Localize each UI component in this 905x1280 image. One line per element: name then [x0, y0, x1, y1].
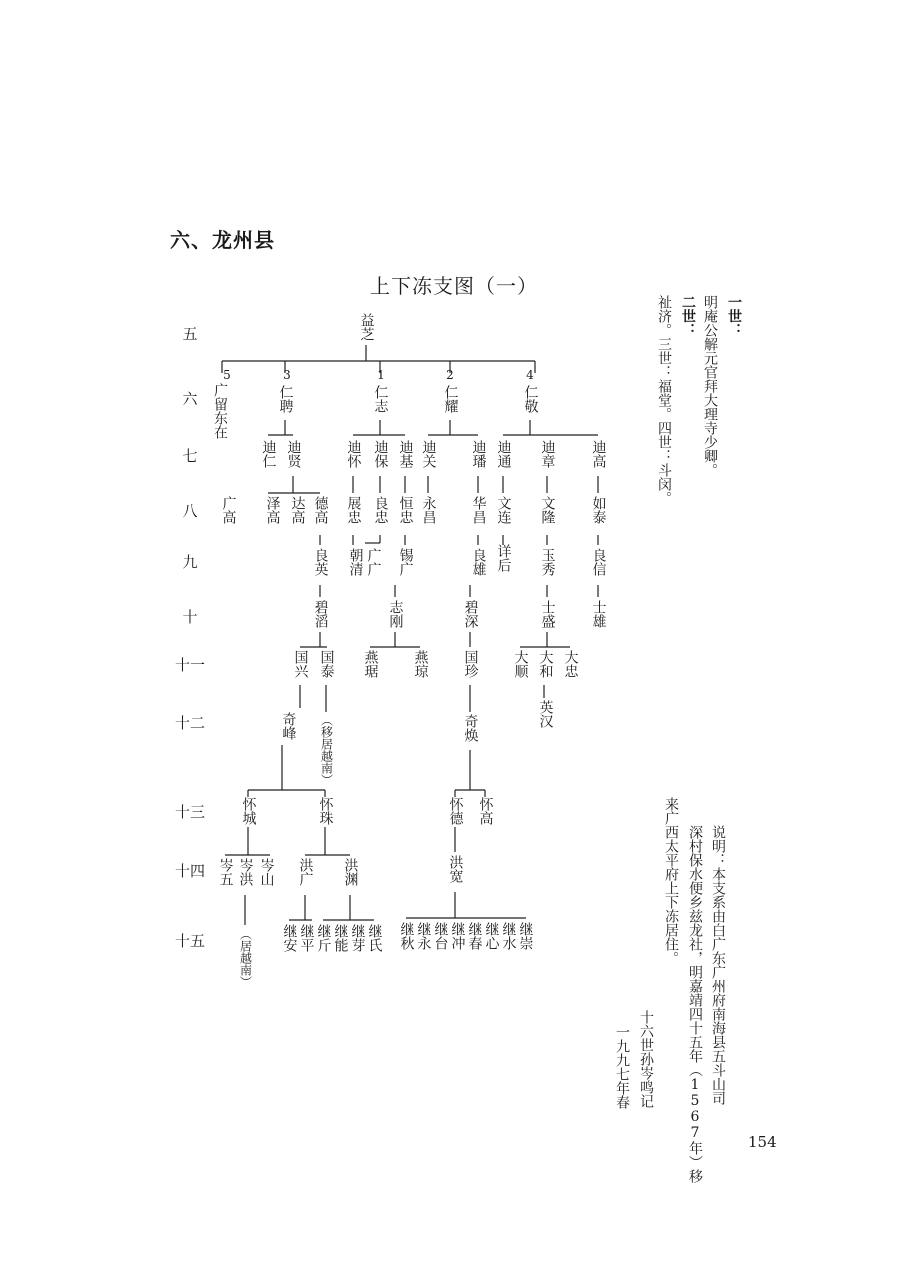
person-fifteenth: 继台 [432, 922, 449, 950]
person-eighth: 泽高 [264, 496, 281, 524]
person-eighth: 如泰 [590, 496, 607, 524]
person-fourteenth: 岑五 [217, 858, 234, 886]
person-twelfth: 奇峰 [280, 712, 297, 740]
person-eighth: 文连 [495, 496, 512, 524]
person-root: 益芝 [358, 313, 375, 341]
generation-label: 六 [182, 390, 198, 408]
person-eighth: 文隆 [539, 496, 556, 524]
generation-label: 五 [182, 325, 198, 343]
person-eleventh: 国兴 [292, 650, 309, 678]
migration-note: （居越南） [238, 928, 253, 988]
person-thirteenth: 怀珠 [317, 797, 334, 825]
person-tenth: 志刚 [387, 600, 404, 628]
explanation-signature: 十六世孙岑鸣记 [638, 1010, 654, 1108]
generation-label: 十 [182, 608, 198, 626]
person-eleventh: 国珍 [462, 650, 479, 678]
person-tenth: 碧滔 [312, 600, 329, 628]
explanation-line: 深村保水便乡兹龙社，明嘉靖四十五年（1567年）移 [687, 825, 703, 1183]
generation-label: 十四 [174, 862, 205, 880]
branch-number: 3 [283, 368, 291, 382]
branch-number: 2 [446, 368, 454, 382]
person-twelfth: 奇焕 [462, 714, 479, 742]
person-seventh: 迪关 [420, 440, 437, 468]
person-eighth: 永昌 [420, 496, 437, 524]
person-eighth: 良忠 [372, 496, 389, 524]
branch-number: 5 [223, 368, 231, 382]
explanation-line: 来广西太平府上下冻居住。 [663, 797, 679, 965]
person-fifteenth: 继心 [483, 922, 500, 950]
person-ninth: 朝清 [347, 548, 364, 576]
person-ninth: 锡广 [397, 548, 414, 576]
generation-label: 十五 [174, 932, 205, 950]
person-eighth: 华昌 [470, 496, 487, 524]
person-fifteenth: 继水 [500, 922, 517, 950]
person-ninth: 良英 [312, 548, 329, 576]
person-sixth: 仁耀 [442, 385, 459, 413]
note-first-gen-label: 一世： [726, 295, 742, 337]
person-eighth: 达高 [289, 496, 306, 524]
person-seventh: 迪仁 [260, 440, 277, 468]
person-ninth: 广广 [365, 548, 382, 576]
migration-note: （移居越南） [319, 714, 334, 786]
person-eleventh: 大和 [537, 650, 554, 678]
person-eleventh: 英汉 [537, 700, 554, 728]
person-seventh: 迪怀 [345, 440, 362, 468]
person-fourteenth: 洪广 [297, 858, 314, 886]
generation-label: 七 [182, 447, 198, 465]
person-sixth: 仁敬 [522, 385, 539, 413]
person-eleventh: 大顺 [512, 650, 529, 678]
generation-label: 八 [182, 502, 198, 520]
person-ninth: 玉秀 [539, 548, 556, 576]
explanation-line: 说明：本支系由白广东广州府南海县五斗山司 [710, 825, 726, 1105]
person-tenth: 碧深 [462, 600, 479, 628]
person-ninth: 详后 [495, 544, 512, 572]
person-thirteenth: 怀高 [477, 797, 494, 825]
person-fifteenth: 继冲 [449, 922, 466, 950]
note-generations-text: 祉济。三世：福堂。四世：斗闵。 [656, 295, 672, 505]
person-fifteenth: 继永 [415, 922, 432, 950]
person-eleventh: 燕琼 [412, 650, 429, 678]
person-sixth: 仁志 [372, 385, 389, 413]
person-eighth: 展忠 [345, 496, 362, 524]
person-seventh: 迪章 [539, 440, 556, 468]
person-fifteenth: 继安 [281, 924, 298, 952]
person-seventh: 迪通 [495, 440, 512, 468]
branch-number: 4 [526, 368, 534, 382]
explanation-date: 一九九七年春 [614, 1025, 630, 1109]
person-seventh: 迪璠 [470, 440, 487, 468]
person-fourteenth: 岑山 [258, 858, 275, 886]
person-eighth: 广高 [220, 496, 237, 524]
person-fourteenth: 洪渊 [342, 858, 359, 886]
generation-label: 九 [182, 553, 198, 571]
generation-label: 十一 [174, 656, 205, 674]
person-seventh: 迪高 [590, 440, 607, 468]
person-eleventh: 大忠 [562, 650, 579, 678]
person-fifteenth: 继平 [298, 924, 315, 952]
person-eighth: 恒忠 [397, 496, 414, 524]
person-seventh: 迪贤 [285, 440, 302, 468]
person-sixth: 仁聘 [277, 385, 294, 413]
person-fourteenth: 洪宽 [447, 855, 464, 883]
person-fifteenth: 继芽 [349, 924, 366, 952]
person-thirteenth: 怀城 [240, 797, 257, 825]
person-eleventh: 燕琚 [362, 650, 379, 678]
person-fifteenth: 继崇 [517, 922, 534, 950]
person-fifteenth: 继秋 [398, 922, 415, 950]
person-fifteenth: 继春 [466, 922, 483, 950]
person-seventh: 迪基 [397, 440, 414, 468]
person-fifteenth: 继能 [332, 924, 349, 952]
note-second-gen-label: 二世： [680, 295, 696, 337]
person-ninth: 良信 [590, 548, 607, 576]
person-fourteenth: 岑洪 [237, 858, 254, 886]
note-first-gen-text: 明庵公解元官拜大理寺少卿。 [702, 295, 718, 477]
chart-title: 上下冻支图（一） [370, 274, 538, 298]
person-fifteenth: 继氏 [366, 924, 383, 952]
branch-number: 1 [377, 368, 385, 382]
person-thirteenth: 怀德 [447, 797, 464, 825]
generation-label: 十三 [174, 803, 205, 821]
person-tenth: 士雄 [590, 600, 607, 628]
section-heading: 六、龙州县 [170, 228, 275, 252]
generation-label: 十二 [174, 714, 205, 732]
person-eleventh: 国泰 [318, 650, 335, 678]
person-fifteenth: 继斤 [315, 924, 332, 952]
person-sixth: 广留东在 [212, 383, 228, 439]
person-eighth: 德高 [312, 496, 329, 524]
person-seventh: 迪保 [372, 440, 389, 468]
person-tenth: 士盛 [539, 600, 556, 628]
person-ninth: 良雄 [470, 548, 487, 576]
page-number: 154 [748, 1133, 777, 1151]
